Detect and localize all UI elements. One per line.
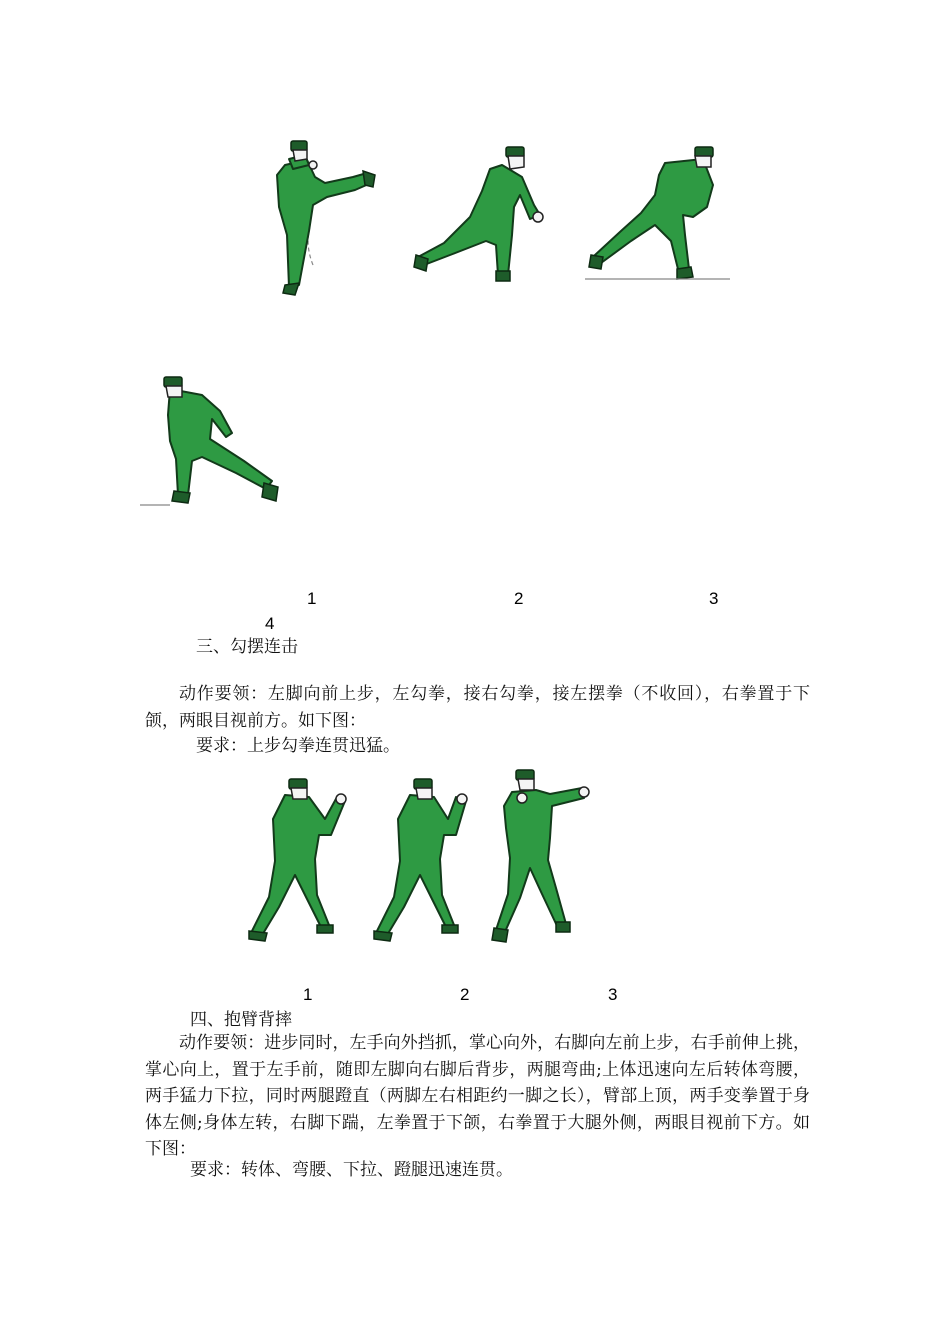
figure-kick xyxy=(265,135,380,300)
figure-label-hook-1: 1 xyxy=(303,985,313,1004)
section-4-requirement: 要求：转体、弯腰、下拉、蹬腿迅速连贯。 xyxy=(190,1160,513,1180)
section-3-requirement: 要求：上步勾拳连贯迅猛。 xyxy=(196,736,400,756)
section-3-action: 动作要领：左脚向前上步，左勾拳，接右勾拳，接左摆拳（不收回），右拳置于下颌，两眼目视前方。如下图： xyxy=(145,684,810,731)
figure-lunge xyxy=(410,145,555,285)
figure-label-3: 3 xyxy=(709,589,719,608)
figure-turn xyxy=(585,145,730,285)
figure-hook-2 xyxy=(370,775,480,945)
figure-hook-1 xyxy=(245,775,355,945)
figure-hook-3 xyxy=(490,768,590,946)
section-4-action: 动作要领：进步同时，左手向外挡抓，掌心向外，右脚向左前上步，右手前伸上挑，掌心向上，置于左手前，随即左脚向右脚后背步，两腿弯曲;上体迅速向左后转体弯腰，两手猛力下拉，同时两腿蹬直（两脚左右相距约一脚之长），臂部上顶，两手变拳置于身体左侧;身体左转，右脚下踹，左拳置于下颌，右拳置于大腿外侧，两眼目视前下方。如下图： xyxy=(145,1033,810,1159)
section-4-title: 四、抱臂背摔 xyxy=(190,1010,292,1030)
figure-label-4: 4 xyxy=(265,614,275,633)
figure-label-2: 2 xyxy=(514,589,524,608)
figure-label-1: 1 xyxy=(307,589,317,608)
figure-label-hook-3: 3 xyxy=(608,985,618,1004)
section-3-title: 三、勾摆连击 xyxy=(196,637,298,657)
figure-stance xyxy=(140,375,290,510)
figure-label-hook-2: 2 xyxy=(460,985,470,1004)
